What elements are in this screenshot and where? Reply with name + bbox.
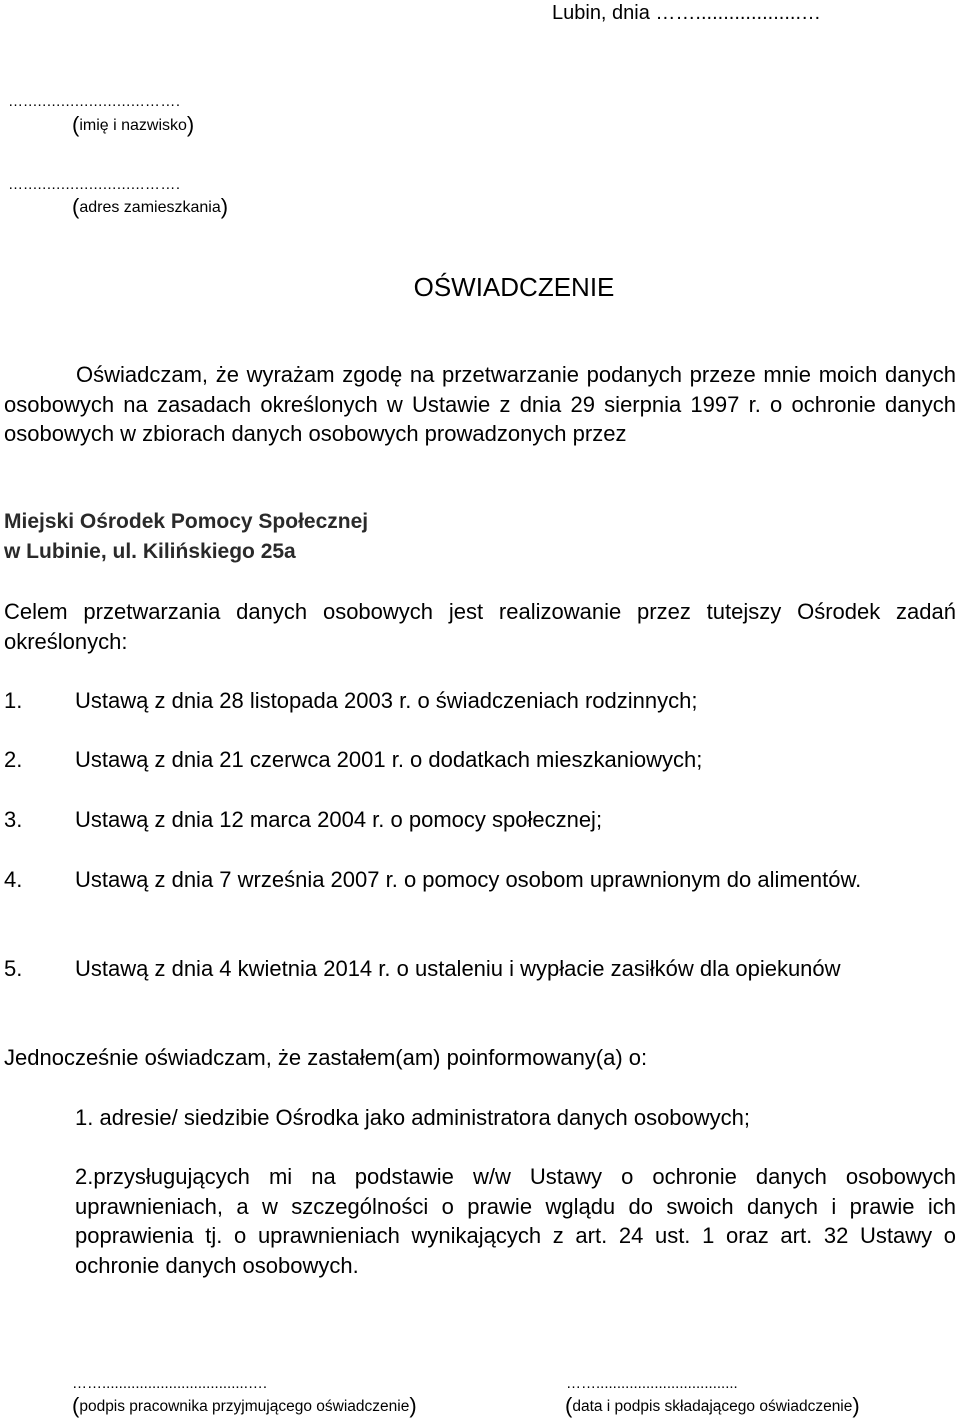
employee-signature-dots: ……...................................…. — [72, 1375, 268, 1392]
declarant-signature-caption-text: data i podpis składającego oświadczenie — [572, 1398, 853, 1415]
law-number: 1. — [4, 688, 23, 713]
employee-signature-caption-text: podpis pracownika przyjmującego oświadczenie — [79, 1398, 410, 1415]
document-title: OŚWIADCZENIE — [413, 272, 615, 302]
law-number: 2. — [4, 747, 23, 772]
law-list-item — [4, 686, 956, 716]
law-number: 5. — [4, 956, 23, 981]
name-caption-text: imię i nazwisko — [79, 117, 187, 134]
law-list-item — [4, 805, 956, 835]
name-caption: (imię i nazwisko) — [72, 112, 195, 137]
law-text: Ustawą z dnia 12 marca 2004 r. o pomocy społecznej; — [75, 807, 603, 832]
law-list-item — [4, 954, 956, 984]
law-number: 3. — [4, 807, 23, 832]
declarant-signature-caption: (data i podpis składającego oświadczenie) — [565, 1393, 860, 1418]
law-text: Ustawą z dnia 4 kwietnia 2014 r. o ustaleniu i wypłacie zasiłków dla opiekunów — [75, 956, 841, 981]
informed-list-item — [4, 1162, 956, 1280]
purpose-paragraph: Celem przetwarzania danych osobowych jest realizowanie przez tutejszy Ośrodek zadań określonych: — [4, 599, 956, 654]
address-dots-line: …..........................……. — [8, 176, 181, 193]
consent-paragraph: Oświadczam, że wyrażam zgodę na przetwarzanie podanych przeze mnie moich danych osobowych na zasadach określonych w Ustawie z dnia 29 sierpnia 1997 r. o ochronie danych osobowych w zbiorach danych osobowych prowadzonych przez — [4, 362, 956, 446]
place-date-line: Lubin, dnia ……...................… — [552, 2, 821, 24]
law-number: 4. — [4, 867, 23, 892]
institution-address-rest: Kilińskiego 25a — [137, 540, 296, 563]
address-caption-text: adres zamieszkania — [79, 199, 221, 216]
informed-paragraph: Jednocześnie oświadczam, że zastałem(am) poinformowany(a) o: — [4, 1045, 648, 1070]
informed-text: 2.przysługujących mi na podstawie w/w Ustawy o ochronie danych osobowych uprawnieniach, a w szczególności o prawie wglądu do swoich danych i prawie ich poprawienia tj. o uprawnieniach wynikających z art. 24 ust. 1 oraz art. 32 Ustawy o ochronie danych osobowych. — [75, 1164, 956, 1278]
informed-list-item — [4, 1103, 956, 1133]
informed-text: 1. adresie/ siedzibie Ośrodka jako administratora danych osobowych; — [75, 1105, 751, 1130]
institution-address — [4, 537, 296, 567]
declarant-signature-dots: …….................................. — [566, 1375, 738, 1392]
law-list-item — [4, 865, 956, 895]
law-text: Ustawą z dnia 21 czerwca 2001 r. o dodatkach mieszkaniowych; — [75, 747, 703, 772]
law-list-item — [4, 745, 956, 775]
law-text: Ustawą z dnia 28 listopada 2003 r. o świadczeniach rodzinnych; — [75, 688, 698, 713]
law-text: Ustawą z dnia 7 września 2007 r. o pomocy osobom uprawnionym do alimentów. — [75, 867, 862, 892]
institution-name: Miejski Ośrodek Pomocy Społecznej — [4, 510, 369, 533]
name-dots-line: …..........................……. — [8, 93, 181, 110]
institution-address-bold: w Lubinie, ul. — [4, 540, 137, 563]
employee-signature-caption: (podpis pracownika przyjmującego oświadczenie) — [72, 1393, 417, 1418]
address-caption: (adres zamieszkania) — [72, 194, 229, 219]
